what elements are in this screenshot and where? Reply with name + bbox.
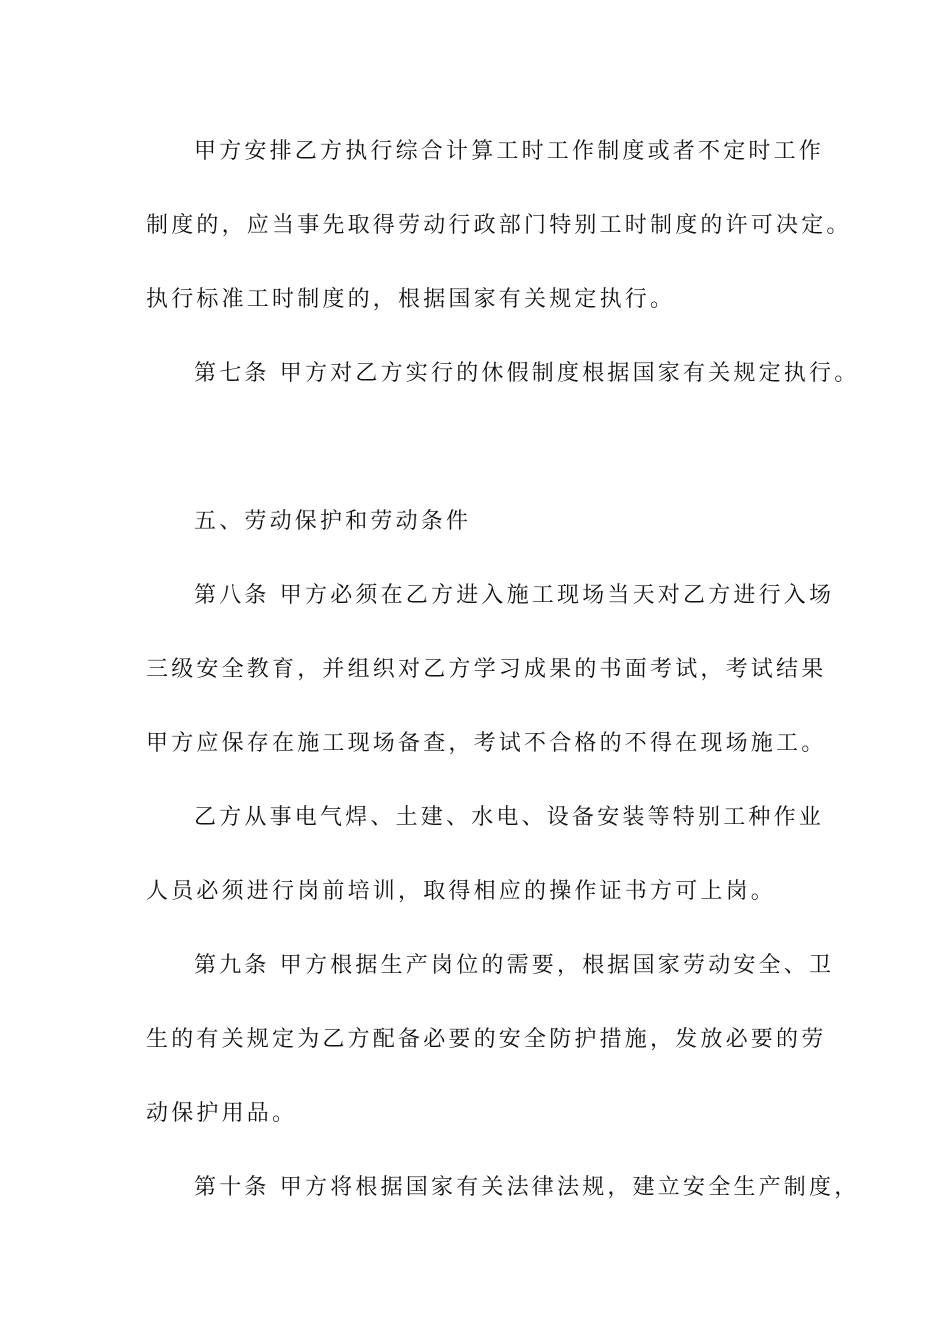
- paragraph-line: 甲方安排乙方执行综合计算工时工作制度或者不定时工作: [194, 139, 825, 164]
- paragraph-line: 制度的，应当事先取得劳动行政部门特别工时制度的许可决定。: [146, 213, 852, 238]
- paragraph-line: 动保护用品。: [146, 1101, 298, 1126]
- paragraph-line: 甲方应保存在施工现场备查，考试不合格的不得在现场施工。: [146, 731, 827, 756]
- article-7-line: 第七条 甲方对乙方实行的休假制度根据国家有关规定执行。: [194, 361, 860, 386]
- paragraph-line: 人员必须进行岗前培训，取得相应的操作证书方可上岗。: [146, 879, 777, 904]
- article-8-line: 第八条 甲方必须在乙方进入施工现场当天对乙方进行入场: [194, 583, 835, 608]
- article-10-line: 第十条 甲方将根据国家有关法律法规，建立安全生产制度，: [194, 1175, 860, 1200]
- article-9-line: 第九条 甲方根据生产岗位的需要，根据国家劳动安全、卫: [194, 953, 835, 978]
- section-heading: 五、劳动保护和劳动条件: [194, 509, 472, 534]
- paragraph-line: 执行标准工时制度的，根据国家有关规定执行。: [146, 287, 676, 312]
- paragraph-line: 乙方从事电气焊、土建、水电、设备安装等特别工种作业: [194, 805, 825, 830]
- paragraph-line: 生的有关规定为乙方配备必要的安全防护措施，发放必要的劳: [146, 1027, 827, 1052]
- paragraph-line: 三级安全教育，并组织对乙方学习成果的书面考试，考试结果: [146, 657, 827, 682]
